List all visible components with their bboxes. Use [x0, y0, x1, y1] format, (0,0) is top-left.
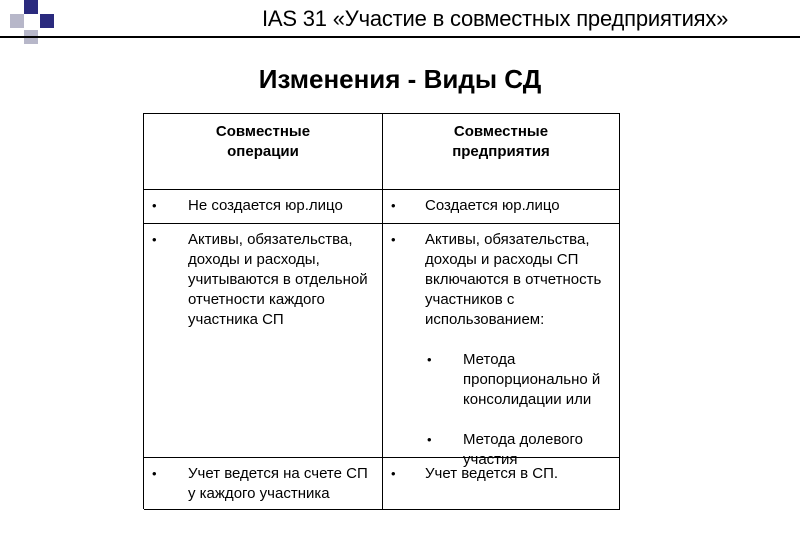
table-cell [144, 458, 383, 510]
sub-item-text: Метода пропорционально й консолидации или [463, 351, 601, 408]
cell-text: Учет ведется на счете СП у каждого участника [188, 465, 368, 502]
bullet-icon: • [152, 232, 157, 247]
cell-text: Активы, обязательства, доходы и расходы, учитываются в отдельной отчетности каждого участника СП [188, 231, 368, 328]
slide-title: Изменения - Виды СД [258, 64, 542, 94]
bullet-icon: • [391, 198, 396, 213]
comparison-table [143, 113, 620, 509]
cell-text: Активы, обязательства, доходы и расходы СП включаются в отчетность участников с использованием: [425, 231, 602, 328]
table-row [144, 224, 620, 468]
table-row [144, 458, 620, 510]
sub-bullet-icon: • [427, 432, 432, 447]
cell-text: Учет ведется в СП. [425, 465, 559, 482]
table-row [144, 190, 620, 224]
decor-square [24, 0, 38, 14]
table-cell [383, 458, 620, 510]
table-header-cell [383, 114, 620, 190]
table-cell [144, 224, 383, 458]
cell-text: Не создается юр.лицо [188, 197, 343, 214]
bullet-icon: • [391, 466, 396, 481]
document-title: IAS 31 «Участие в совместных предприятиях» [262, 6, 729, 31]
table-cell [144, 190, 383, 224]
header-rule [0, 36, 800, 38]
table-header-cell [144, 114, 383, 190]
cell-text: Создается юр.лицо [425, 197, 560, 214]
table-cell [383, 190, 620, 224]
decor-square [40, 14, 54, 28]
table-cell [383, 224, 620, 468]
col1-header: Совместные операции [215, 123, 311, 160]
col2-header: Совместные предприятия [452, 123, 550, 160]
bullet-icon: • [391, 232, 396, 247]
table-header-row [144, 114, 620, 190]
bullet-icon: • [152, 198, 157, 213]
sub-item-text: Метода долевого участия [463, 431, 583, 468]
bullet-icon: • [152, 466, 157, 481]
decor-square [10, 14, 24, 28]
sub-bullet-icon: • [427, 352, 432, 367]
